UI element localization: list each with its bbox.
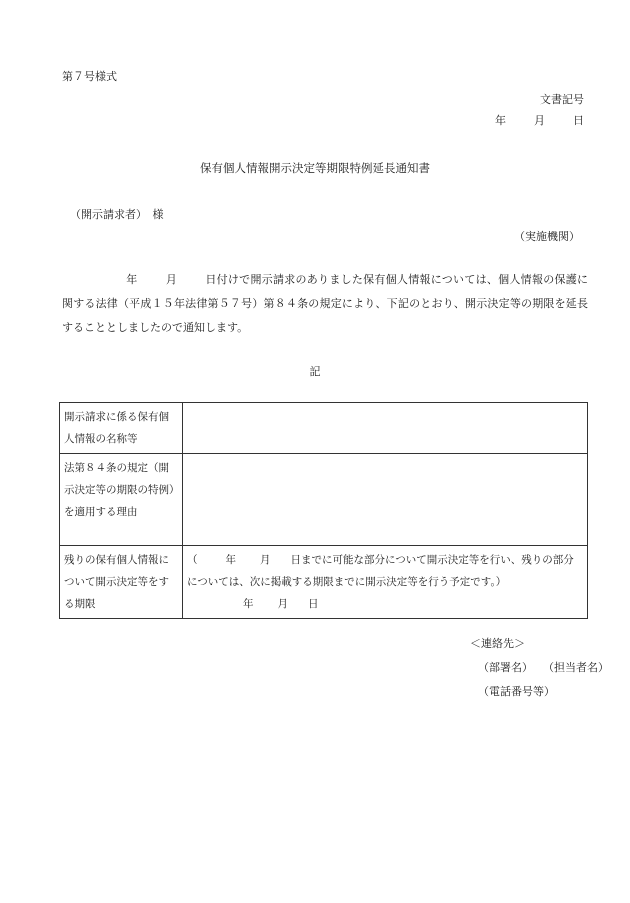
body-text: 日付けで開示請求のありました保有個人情報については、個人情報の保護に関する法律（平成１５年法律第５７号）第８４条の規定により、下記のとおり、開示決定等の期限を延長することとしましたので通知します。 <box>62 273 589 334</box>
table-row <box>60 546 588 619</box>
document-title: 保有個人情報開示決定等期限特例延長通知書 <box>200 161 430 175</box>
contact-person: （担当者名） <box>543 661 609 674</box>
deadline-month: 月 <box>277 598 288 610</box>
date-month: 月 <box>534 114 545 127</box>
document-number: 文書記号 <box>540 93 584 106</box>
row-label: 法第８４条の規定（開示決定等の期限の特例）を適用する理由 <box>60 454 183 546</box>
row-value <box>183 546 588 619</box>
deadline-year: 年 <box>243 598 254 610</box>
row-value <box>183 403 588 454</box>
value-text: 日までに可能な部分について開示決定等を行い、残りの部分については、次に掲載する期限までに開示決定等を行う予定です。） <box>187 554 574 588</box>
contact-department: （部署名） <box>478 661 533 674</box>
contact-heading: ＜連絡先＞ <box>470 637 525 650</box>
deadline-day: 日 <box>308 598 319 610</box>
ki-heading: 記 <box>309 365 321 378</box>
detail-table <box>59 402 588 619</box>
notice-body <box>62 268 588 340</box>
date-day: 日 <box>573 114 584 127</box>
recipient: （開示請求者） 様 <box>70 208 164 221</box>
body-year: 年 <box>126 273 138 286</box>
row-label: 残りの保有個人情報について開示決定等をする期限 <box>60 546 183 619</box>
row-value <box>183 454 588 546</box>
form-number: 第７号様式 <box>62 70 117 83</box>
value-month: 月 <box>260 554 271 566</box>
contact-phone: （電話番号等） <box>478 685 555 698</box>
table-row <box>60 403 588 454</box>
table-row <box>60 454 588 546</box>
date-year: 年 <box>495 114 506 127</box>
paren-open: （ <box>187 554 198 566</box>
issue-date <box>495 112 584 128</box>
row-label: 開示請求に係る保有個人情報の名称等 <box>60 403 183 454</box>
body-month: 月 <box>165 273 178 286</box>
value-year: 年 <box>225 554 236 566</box>
contact-department-person <box>478 659 609 675</box>
implementing-agency: （実施機関） <box>514 230 580 243</box>
